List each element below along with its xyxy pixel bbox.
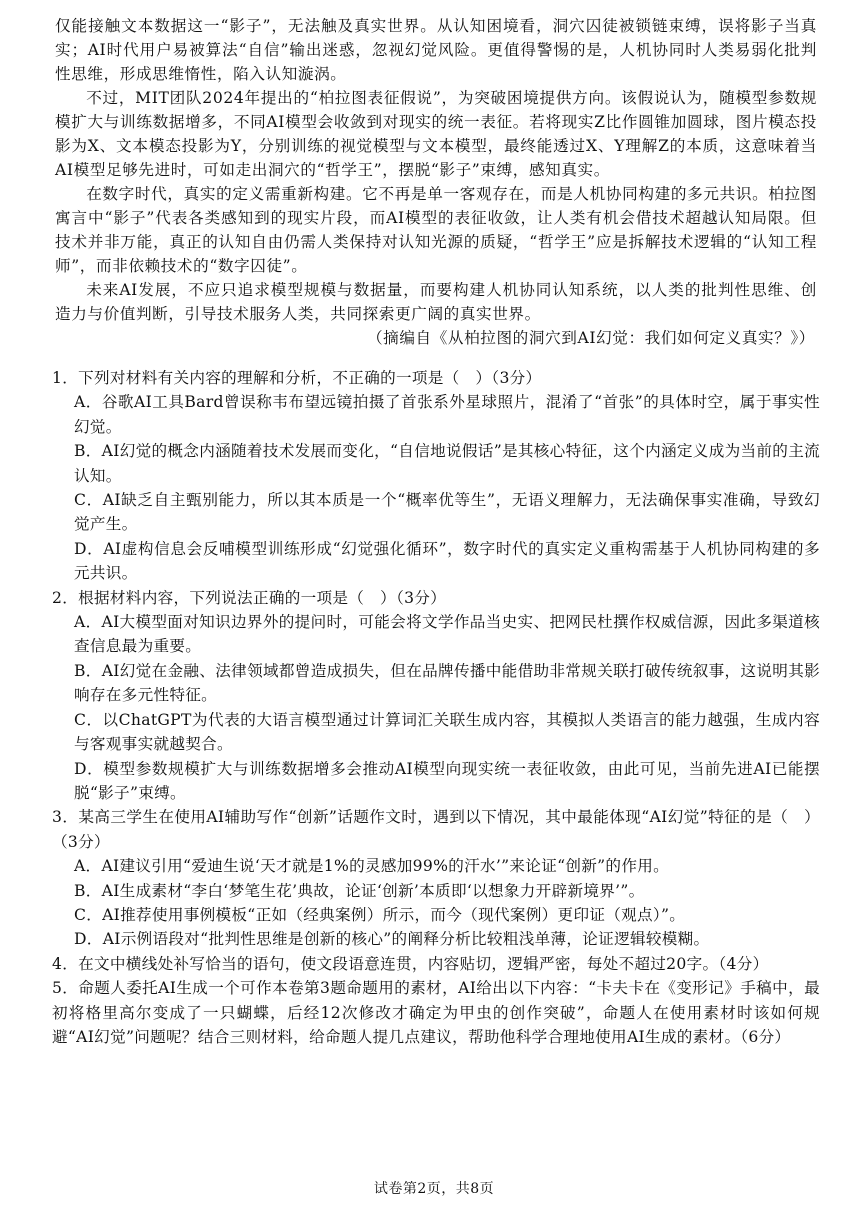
question-list [52,366,820,1049]
question-4 [52,952,820,976]
option-b: B．AI幻觉在金融、法律领域都曾造成损失，但在品牌传播中能借助非常规关联打破传统叙事，这说明其影响存在多元性特征。 [74,661,820,705]
option-d: D．AI示例语段对“批判性思维是创新的核心”的阐释分析比较粗浅单薄，论证逻辑较模糊。 [74,930,710,949]
option-d: D．AI虚构信息会反哺模型训练形成“幻觉强化循环”，数字时代的真实定义重构需基于人机协同构建的多元共识。 [74,539,820,583]
question-stem: 2．根据材料内容，下列说法正确的一项是（ ）（3分） [52,588,447,607]
question-5 [52,976,820,1049]
question-2 [52,586,820,806]
passage-paragraph: 在数字时代，真实的定义需重新构建。它不再是单一客观存在，而是人机协同构建的多元共识。柏拉图寓言中“影子”代表各类感知到的现实片段，而AI模型的表征收敛，让人类有机会借技术超越认知局限。但技术并非万能，真正的认知自由仍需人类保持对认知光源的质疑，“哲学王”应是拆解技术逻辑的“认知工程师”，而非依赖技术的“数字囚徒”。 [55,185,817,275]
page-footer: 试卷第2页，共8页 [373,1181,495,1197]
passage-source: （摘编自《从柏拉图的洞穴到AI幻觉：我们如何定义真实？》） [366,329,815,347]
option-a: A．AI大模型面对知识边界外的提问时，可能会将文学作品当史实、把网民杜撰作权威信源，因此多渠道核查信息最为重要。 [74,613,820,656]
question-stem: 1．下列对材料有关内容的理解和分析，不正确的一项是（ ）（3分） [52,369,542,387]
option-c: C．AI推荐使用事例模板“正如（经典案例）所示，而今（现代案例）更印证（观点）”。 [74,905,686,924]
question-stem: 4．在文中横线处补写恰当的语句，使文段语意连贯，内容贴切，逻辑严密，每处不超过20字。（4分） [52,954,769,973]
option-a: A．谷歌AI工具Bard曾误称韦布望远镜拍摄了首张系外星球照片，混淆了“首张”的具体时空，属于事实性幻觉。 [74,393,820,436]
passage-paragraph: 未来AI发展，不应只追求模型规模与数据量，而要构建人机协同认知系统，以人类的批判性思维、创造力与价值判断，引导技术服务人类，共同探索更广阔的真实世界。 [55,281,817,323]
option-c: C．AI缺乏自主甄别能力，所以其本质是一个“概率优等生”，无语义理解力，无法确保事实准确，导致幻觉产生。 [74,491,820,534]
option-a: A．AI建议引用“爱迪生说‘天才就是1%的灵感加99%的汗水’”来论证“创新”的作用。 [74,857,670,876]
question-1 [52,366,820,586]
passage-paragraph: 不过，MIT团队2024年提出的“柏拉图表征假说”，为突破困境提供方向。该假说认为，随模型参数规模扩大与训练数据增多，不同AI模型会收敛到对现实的统一表征。若将现实Z比作圆锥加圆球，图片模态投影为X、文本模态投影为Y，分别训练的视觉模型与文本模型，最终能透过X、Y理解Z的本质，这意味着当AI模型足够先进时，可如走出洞穴的“哲学王”，摆脱“影子”束缚，感知真实。 [55,89,817,179]
question-stem: 5．命题人委托AI生成一个可作本卷第3题命题用的素材，AI给出以下内容：“卡夫卡在《变形记》手稿中，最初将格里高尔变成了一只蝴蝶，后经12次修改才确定为甲虫的创作突破”，命题人在使用素材时该如何规避“AI幻觉”问题呢？结合三则材料，给命题人提几点建议，帮助他科学合理地使用AI生成的素材。（6分） [52,979,820,1046]
option-b: B．AI幻觉的概念内涵随着技术发展而变化，“自信地说假话”是其核心特征，这个内涵定义成为当前的主流认知。 [74,442,820,485]
option-b: B．AI生成素材“李白‘梦笔生花’典故，论证‘创新’本质即‘以想象力开辟新境界’”。 [74,881,645,900]
reading-passage [55,14,817,350]
passage-paragraph: 仅能接触文本数据这一“影子”，无法触及真实世界。从认知困境看，洞穴囚徒被锁链束缚，误将影子当真实；AI时代用户易被算法“自信”输出迷惑，忽视幻觉风险。更值得警惕的是，人机协同时人类易弱化批判性思维，形成思维惰性，陷入认知漩涡。 [55,17,817,83]
option-c: C．以ChatGPT为代表的大语言模型通过计算词汇关联生成内容，其模拟人类语言的能力越强，生成内容与客观事实就越契合。 [74,710,820,754]
question-stem: 3．某高三学生在使用AI辅助写作“创新”话题作文时，遇到以下情况，其中最能体现“AI幻觉”特征的是（ ）（3分） [52,808,820,851]
option-d: D．模型参数规模扩大与训练数据增多会推动AI模型向现实统一表征收敛，由此可见，当前先进AI已能摆脱“影子”束缚。 [74,759,820,802]
question-3 [52,805,820,951]
